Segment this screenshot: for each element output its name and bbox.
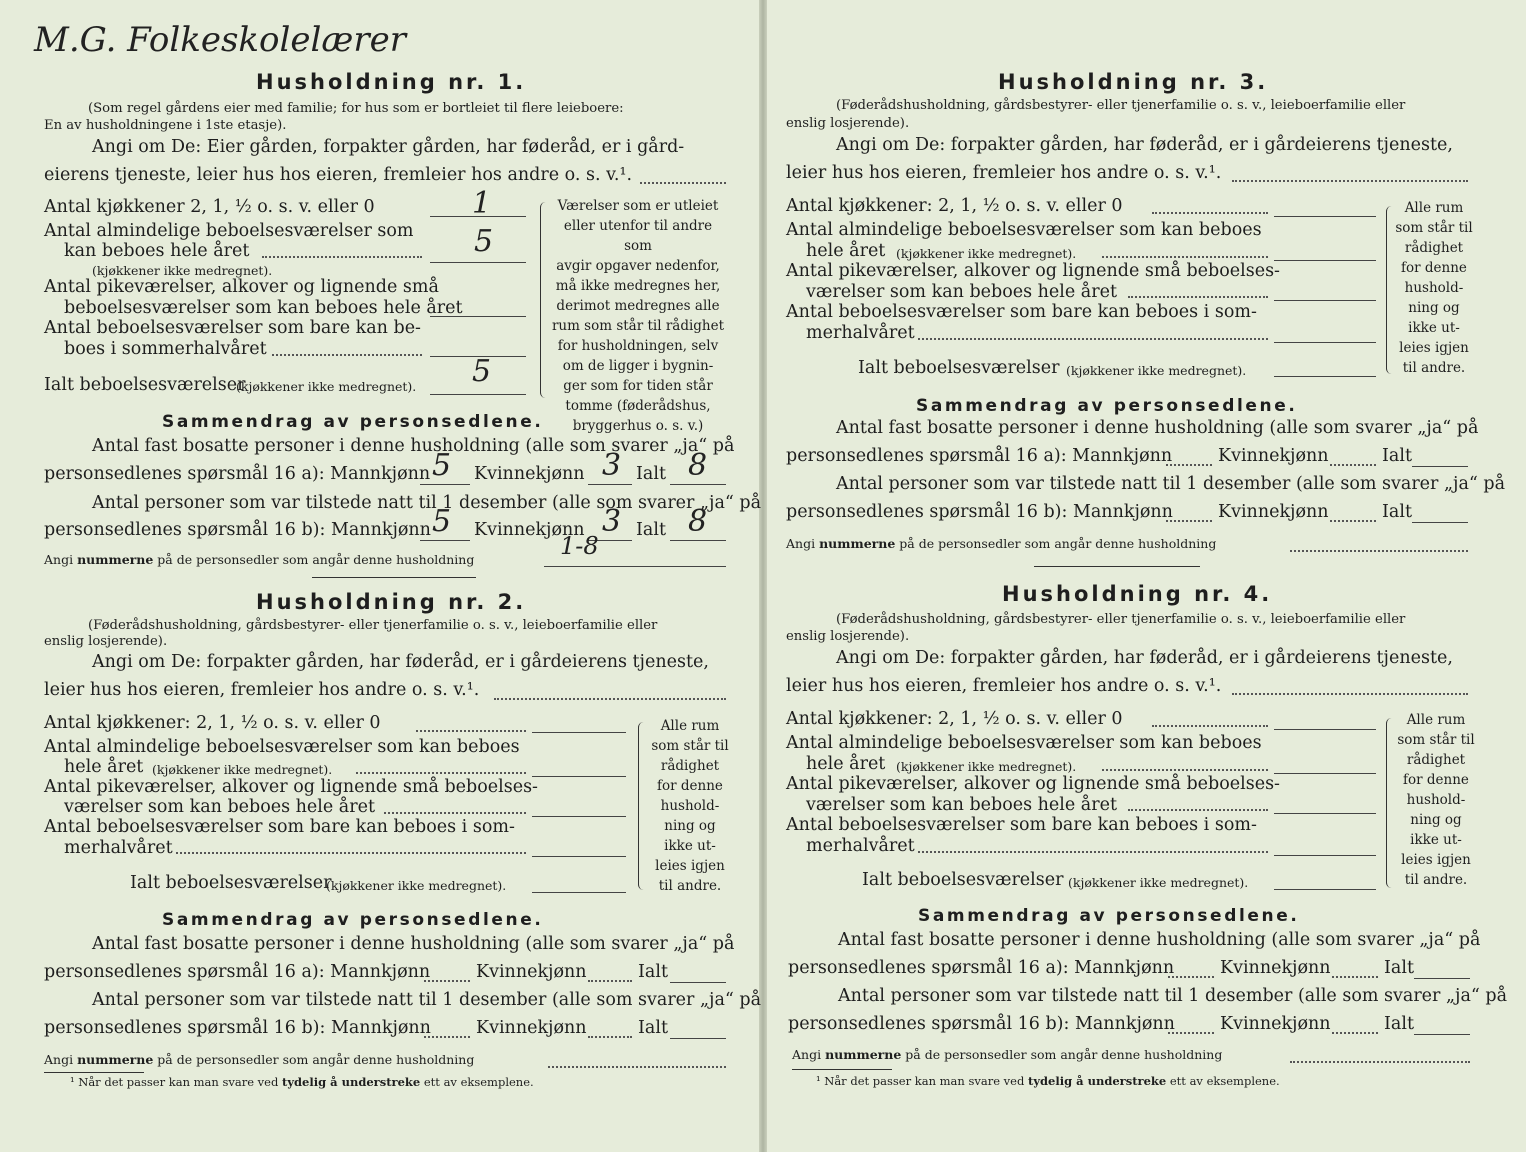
h4-numbers-label [792,1047,1222,1062]
h3-h4-separator [1034,566,1200,567]
h1-summer-label-b: boes i sommerhalvåret [64,339,267,359]
side-line: for denne [1403,772,1469,788]
h4-total-field [1274,889,1376,890]
h3-maid-dots [1128,296,1268,298]
h2-res-female-field [588,980,632,982]
h2-res-total-label: Ialt [638,962,668,982]
h2-summary-resident-a: Antal fast bosatte personer i denne husholdning (alle som svarer „ja“ på [92,934,735,954]
h1-rooms-value: 5 [474,224,494,259]
h3-note-line1: (Føderådshusholdning, gårdsbestyrer- eller tjenerfamilie o. s. v., leieboerfamilie eller [836,98,1406,113]
numbers-bold: nummerne [819,536,896,551]
side-line: ikke ut- [1408,320,1460,336]
h1-total-label: Ialt beboelsesværelser [44,375,246,395]
h3-total-field [1274,376,1376,377]
h3-summer-field [1274,342,1376,343]
h4-summary-present-a: Antal personer som var tilstede natt til 1 desember (alle som svarer „ja“ på [838,986,1508,1006]
h1-res-total-label: Ialt [636,464,666,484]
h1-side-note [550,196,726,436]
h2-rooms-label-c: (kjøkkener ikke medregnet). [152,762,333,777]
h1-summary-resident-a: Antal fast bosatte personer i denne husholdning (alle som svarer „ja“ på [92,436,735,456]
h3-rooms-label-b: hele året [806,241,886,261]
household-2-title: Husholdning nr. 2. [256,590,527,614]
side-line: til andre. [1402,360,1466,376]
h4-numbers-field [1290,1061,1470,1063]
h4-res-total-label: Ialt [1384,958,1414,978]
h3-summer-label-b: merhalvåret [806,323,915,343]
h3-maid-label-a: Antal pikeværelser, alkover og lignende små beboelses- [786,261,1280,281]
h4-summer-field [1274,855,1376,856]
foot-a: ¹ Når det passer kan man svare ved [70,1075,283,1089]
h3-kitchens-field [1274,216,1376,217]
h4-res-total-field [1414,978,1470,979]
h4-note-line2: enslig losjerende). [786,629,910,644]
side-line: rådighet [1406,752,1466,768]
h2-maid-label-a: Antal pikeværelser, alkover og lignende små beboelses- [44,777,538,797]
h1-summer-dots [272,354,422,356]
h3-rooms-label-c: (kjøkkener ikke medregnet). [896,246,1077,261]
h3-maid-field [1274,300,1376,301]
side-line: tomme (føderådshus, [565,398,711,414]
h4-angi-fill [1232,693,1468,695]
h2-summer-label-a: Antal beboelsesværelser som bare kan beboes i som- [44,817,515,837]
side-line: ikke ut- [1410,832,1462,848]
foot-c: ett av eksemplene. [1166,1074,1280,1088]
h3-rooms-dots [1102,256,1268,258]
h1-pre-total-value: 8 [688,504,708,539]
h2-pre-female-label: Kvinnekjønn [476,1018,587,1038]
h4-pre-male-field [1168,1032,1214,1034]
h2-summer-label-b: merhalvåret [64,838,173,858]
h3-pre-female-field [1330,520,1376,522]
h4-rooms-label-b: hele året [806,754,886,774]
h2-rooms-field [532,776,626,777]
h3-summary-present-b: personsedlenes spørsmål 16 b): Mannkjønn [786,502,1173,522]
side-line: ning og [1410,812,1462,828]
h2-summer-field [532,856,626,857]
h1-res-female-value: 3 [602,448,622,483]
side-line: ning og [1408,300,1460,316]
h2-maid-dots [384,812,526,814]
h1-pre-female-value: 3 [602,504,622,539]
h1-pre-total-label: Ialt [636,520,666,540]
h4-summer-label-a: Antal beboelsesværelser som bare kan beboes i som- [786,815,1257,835]
h1-note-line1: (Som regel gårdens eier med familie; for hus som er bortleiet til flere leieboere: [88,101,624,116]
h4-note-line1: (Føderådshusholdning, gårdsbestyrer- eller tjenerfamilie o. s. v., leieboerfamilie eller [836,612,1406,627]
h4-maid-label-b: værelser som kan beboes hele året [806,795,1117,815]
side-line: hushold- [660,798,720,814]
h2-rooms-dots [356,772,526,774]
numbers-bold: nummerne [825,1047,902,1062]
h1-summer-label-a: Antal beboelsesværelser som bare kan be- [44,318,421,338]
side-line: rum som står til rådighet [551,318,725,334]
side-line: leies igjen [1401,852,1471,868]
side-line: ger som for tiden står [563,378,713,394]
h1-rooms-field [430,262,526,263]
h4-summary-resident-b: personsedlenes spørsmål 16 a): Mannkjønn [788,958,1175,978]
h1-numbers-field [544,566,726,567]
h2-total-field [532,892,626,893]
handwritten-header: M.G. Folkeskolelærer [34,20,406,60]
h2-pre-total-label: Ialt [638,1018,668,1038]
h2-kitchens-field [532,732,626,733]
h1-numbers-label [44,552,474,567]
numbers-rest: på de personsedler som angår denne husholdning [157,552,475,567]
household-3-title: Husholdning nr. 3. [998,70,1269,94]
h3-summer-dots [918,338,1268,340]
h1-res-total-field [670,484,726,485]
h2-pre-female-field [588,1036,632,1038]
footnote-rule [44,1072,144,1073]
h3-kitchens-label: Antal kjøkkener: 2, 1, ½ o. s. v. eller 0 [786,196,1123,216]
h3-summary-resident-b: personsedlenes spørsmål 16 a): Mannkjønn [786,446,1173,466]
side-line: hushold- [1404,280,1464,296]
h2-res-total-field [670,982,726,983]
h4-summer-dots [918,851,1268,853]
numbers-rest: på de personsedler som angår denne husholdning [905,1047,1223,1062]
h4-kitchens-label: Antal kjøkkener: 2, 1, ½ o. s. v. eller 0 [786,709,1123,729]
h1-summary-present-a: Antal personer som var tilstede natt til 1 desember (alle som svarer „ja“ på [92,493,762,513]
left-page [0,0,760,1152]
h1-summary-title: Sammendrag av personsedlene. [162,412,544,432]
h4-rooms-field [1274,773,1376,774]
foot-a: ¹ Når det passer kan man svare ved [816,1074,1029,1088]
h2-pre-male-field [424,1036,470,1038]
h4-maid-label-a: Antal pikeværelser, alkover og lignende små beboelses- [786,774,1280,794]
h3-pre-male-field [1166,520,1212,522]
h2-rooms-label-a: Antal almindelige beboelsesværelser som kan beboes [44,737,520,757]
side-line: om de ligger i bygnin- [562,358,714,374]
h4-angi-line2: leier hus hos eieren, fremleier hos andre o. s. v.¹. [786,676,1222,696]
h1-total-note: (kjøkkener ikke medregnet). [236,379,417,394]
h1-maid-label-b: beboelsesværelser som kan beboes hele året [64,298,463,318]
side-line: ikke ut- [664,838,716,854]
side-line: må ikke medregnes her, [555,278,721,294]
h2-angi-line1: Angi om De: forpakter gården, har føderåd, er i gårdeierens tjeneste, [92,652,709,672]
h1-res-male-value: 5 [432,448,452,483]
side-line: Alle rum [660,718,720,734]
h2-note-line1: (Føderådshusholdning, gårdsbestyrer- eller tjenerfamilie o. s. v., leieboerfamilie eller [88,618,658,633]
h3-total-label: Ialt beboelsesværelser [858,358,1060,378]
h3-summary-resident-a: Antal fast bosatte personer i denne husholdning (alle som svarer „ja“ på [836,418,1479,438]
h4-rooms-dots [1102,769,1268,771]
h1-rooms-label-b: kan beboes hele året [64,241,250,261]
h4-summary-title: Sammendrag av personsedlene. [918,906,1300,926]
h1-res-male-field [420,484,470,485]
side-line: for denne [1401,260,1467,276]
h3-maid-label-b: værelser som kan beboes hele året [806,282,1117,302]
h2-summer-dots [176,852,526,854]
side-line: til andre. [1404,872,1468,888]
footnote-rule [792,1069,892,1070]
h3-res-male-field [1166,464,1212,466]
h4-total-note: (kjøkkener ikke medregnet). [1068,875,1249,890]
h4-rooms-label-c: (kjøkkener ikke medregnet). [896,759,1077,774]
h2-maid-label-b: værelser som kan beboes hele året [64,797,375,817]
side-line: ning og [664,818,716,834]
side-line: som står til [1395,220,1473,236]
h2-summary-present-a: Antal personer som var tilstede natt til 1 desember (alle som svarer „ja“ på [92,990,762,1010]
h4-angi-line1: Angi om De: forpakter gården, har føderåd, er i gårdeierens tjeneste, [836,648,1453,668]
h2-maid-field [532,816,626,817]
h2-res-female-label: Kvinnekjønn [476,962,587,982]
h3-res-female-label: Kvinnekjønn [1218,446,1329,466]
foot-c: ett av eksemplene. [420,1075,534,1089]
h1-kitchens-label: Antal kjøkkener 2, 1, ½ o. s. v. eller 0 [44,197,375,217]
h3-kitchens-dots [1152,212,1268,214]
side-line: til andre. [658,878,722,894]
left-footnote [70,1075,534,1089]
numbers-word: Angi [44,1052,74,1067]
h2-pre-total-field [670,1038,726,1039]
h1-rooms-label-a: Antal almindelige beboelsesværelser som [44,221,414,241]
h2-res-male-field [424,980,470,982]
h4-summary-present-b: personsedlenes spørsmål 16 b): Mannkjønn [788,1014,1175,1034]
h3-note-line2: enslig losjerende). [786,116,910,131]
h4-summer-label-b: merhalvåret [806,836,915,856]
h2-numbers-field [548,1066,726,1068]
h3-pre-female-label: Kvinnekjønn [1218,502,1329,522]
h3-pre-total-label: Ialt [1382,502,1412,522]
h2-kitchens-dots [416,730,526,732]
h1-maid-label-a: Antal pikeværelser, alkover og lignende små [44,277,439,297]
h3-angi-fill [1232,180,1468,182]
h3-total-note: (kjøkkener ikke medregnet). [1066,363,1247,378]
h2-kitchens-label: Antal kjøkkener: 2, 1, ½ o. s. v. eller 0 [44,713,381,733]
side-line: eller utenfor til andre som [563,218,713,254]
h3-numbers-field [1290,550,1468,552]
h3-rooms-field [1274,260,1376,261]
side-line: for denne [657,778,723,794]
numbers-bold: nummerne [77,1052,154,1067]
h4-pre-total-field [1414,1034,1470,1035]
h4-side-note [1390,710,1482,890]
h4-kitchens-dots [1152,725,1268,727]
h1-rooms-dots [262,256,422,258]
h1-h2-separator [312,577,476,578]
h3-res-female-field [1330,464,1376,466]
h1-summary-resident-b: personsedlenes spørsmål 16 a): Mannkjønn [44,464,431,484]
side-line: leies igjen [1399,340,1469,356]
h2-side-note [644,716,736,896]
h3-pre-total-field [1412,522,1468,523]
numbers-bold: nummerne [77,552,154,567]
h1-rooms-label-c: (kjøkkener ikke medregnet). [92,263,273,278]
h2-numbers-label [44,1052,474,1067]
household-1-title: Husholdning nr. 1. [256,70,527,94]
household-4-title: Husholdning nr. 4. [1002,582,1273,606]
h3-side-note [1388,198,1480,378]
h1-res-female-label: Kvinnekjønn [474,464,585,484]
h1-note-line2: En av husholdningene i 1ste etasje). [44,118,287,133]
side-line: Alle rum [1406,712,1466,728]
h2-note-line2: enslig losjerende). [44,634,168,649]
side-line: rådighet [1404,240,1464,256]
h3-rooms-label-a: Antal almindelige beboelsesværelser som kan beboes [786,220,1262,240]
side-line: som står til [651,738,729,754]
h4-summary-resident-a: Antal fast bosatte personer i denne husholdning (alle som svarer „ja“ på [838,930,1481,950]
side-line: Alle rum [1404,200,1464,216]
side-line: Værelser som er utleiet [557,198,719,214]
numbers-word: Angi [44,552,74,567]
numbers-word: Angi [792,1047,822,1062]
numbers-rest: på de personsedler som angår denne husholdning [157,1052,475,1067]
h1-pre-female-label: Kvinnekjønn [474,520,585,540]
side-line: rådighet [660,758,720,774]
h3-summary-present-a: Antal personer som var tilstede natt til 1 desember (alle som svarer „ja“ på [836,474,1506,494]
h4-res-male-field [1168,976,1214,978]
h2-summary-title: Sammendrag av personsedlene. [162,910,544,930]
h4-res-female-label: Kvinnekjønn [1220,958,1331,978]
h1-summary-present-b: personsedlenes spørsmål 16 b): Mannkjønn [44,520,431,540]
h1-maid-field [430,316,526,317]
side-line: avgir opgaver nedenfor, [556,258,720,274]
side-line: bryggerhus o. s. v.) [572,418,704,434]
h1-angi-fill [640,182,726,184]
h3-angi-line1: Angi om De: forpakter gården, har føderåd, er i gårdeierens tjeneste, [836,135,1453,155]
h3-summer-label-a: Antal beboelsesværelser som bare kan beboes i som- [786,302,1257,322]
h2-summary-present-b: personsedlenes spørsmål 16 b): Mannkjønn [44,1018,431,1038]
h1-res-total-value: 8 [688,448,708,483]
h3-summary-title: Sammendrag av personsedlene. [916,396,1298,416]
h1-angi-line1: Angi om De: Eier gården, forpakter gården, har føderåd, er i gård- [92,137,685,157]
h3-angi-line2: leier hus hos eieren, fremleier hos andre o. s. v.¹. [786,163,1222,183]
h2-total-label: Ialt beboelsesværelser [130,873,332,893]
h3-res-total-field [1412,466,1468,467]
foot-b: tydelig å understreke [282,1075,421,1089]
h3-numbers-label [786,536,1216,551]
side-line: som står til [1397,732,1475,748]
h1-pre-total-field [670,540,726,541]
side-line: for husholdningen, selv [557,338,719,354]
h4-pre-female-label: Kvinnekjønn [1220,1014,1331,1034]
h2-angi-line2: leier hus hos eieren, fremleier hos andre o. s. v.¹. [44,680,480,700]
side-line: derimot medregnes alle [556,298,720,314]
h4-kitchens-field [1274,729,1376,730]
h4-pre-total-label: Ialt [1384,1014,1414,1034]
h1-total-value: 5 [472,354,492,389]
h4-total-label: Ialt beboelsesværelser [862,870,1064,890]
right-footnote [816,1074,1280,1088]
h2-total-note: (kjøkkener ikke medregnet). [326,878,507,893]
h1-numbers-value: 1-8 [560,532,599,560]
h1-pre-male-field [420,540,470,541]
h3-res-total-label: Ialt [1382,446,1412,466]
h1-total-field [430,394,526,395]
h1-angi-line2: eierens tjeneste, leier hus hos eieren, fremleier hos andre o. s. v.¹. [44,165,633,185]
h2-rooms-label-b: hele året [64,757,144,777]
numbers-rest: på de personsedler som angår denne husholdning [899,536,1217,551]
h4-maid-field [1274,813,1376,814]
h4-maid-dots [1128,809,1268,811]
h4-pre-female-field [1332,1032,1378,1034]
right-page [766,0,1526,1152]
h2-angi-fill [494,698,726,700]
h2-summary-resident-b: personsedlenes spørsmål 16 a): Mannkjønn [44,962,431,982]
foot-b: tydelig å understreke [1028,1074,1167,1088]
h1-kitchens-value: 1 [472,186,492,221]
side-line: leies igjen [655,858,725,874]
h4-rooms-label-a: Antal almindelige beboelsesværelser som kan beboes [786,733,1262,753]
numbers-word: Angi [786,536,816,551]
side-line: hushold- [1406,792,1466,808]
h1-pre-male-value: 5 [432,504,452,539]
h4-res-female-field [1332,976,1378,978]
h1-res-female-field [588,484,632,485]
